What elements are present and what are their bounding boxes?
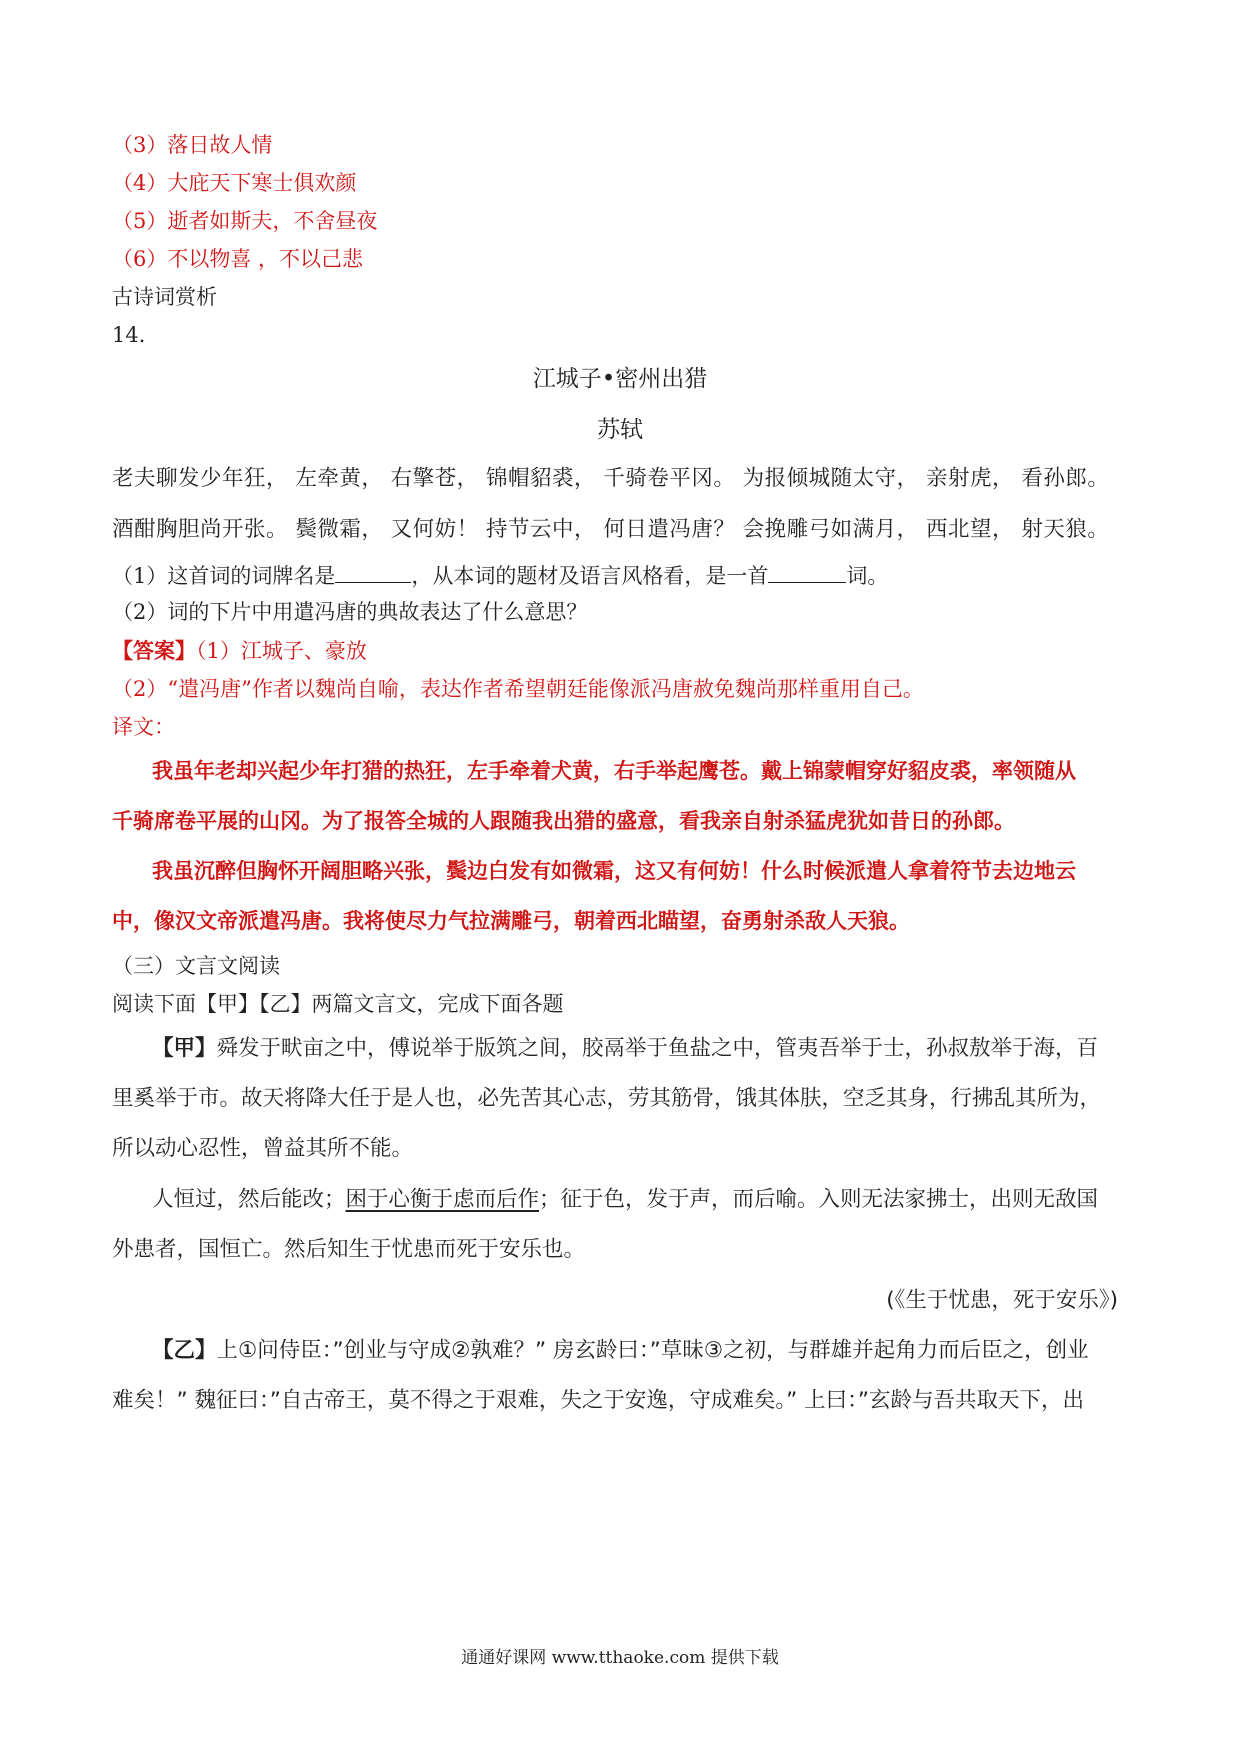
answer-label: 【答案】	[112, 638, 196, 663]
jia-line-1	[152, 1035, 1098, 1063]
translation-p2-line-1: 我虽沉醉但胸怀开阔胆略兴张，鬓边白发有如微霜，这又有何妨！什么时候派遣人拿着符节去边地云	[152, 859, 1076, 883]
jia-source: (《生于忧患，死于安乐》)	[886, 1288, 1118, 1313]
blank-1[interactable]	[335, 560, 411, 583]
answer-1-text: （1）江城子、豪放	[196, 639, 367, 663]
poem-author: 苏轼	[597, 417, 643, 443]
answer-item-4: （4）大庇天下寒士俱欢颜	[112, 171, 357, 195]
answer-2: （2）“遣冯唐”作者以魏尚自喻，表达作者希望朝廷能像派冯唐赦免魏尚那样重用自己。	[112, 677, 924, 701]
answer-item-3: （3）落日故人情	[112, 133, 273, 157]
translation-label: 译文：	[112, 715, 175, 739]
yi-line-1-text: 上①问侍臣：”创业与守成②孰难？” 房玄龄曰：”草昧③之初，与群雄并起角力而后臣之，创业	[216, 1338, 1089, 1363]
section-label: 古诗词赏析	[112, 285, 217, 309]
translation-p1-line-2: 千骑席卷平展的山冈。为了报答全城的人跟随我出猎的盛意，看我亲自射杀猛虎犹如昔日的孙郎。	[112, 809, 1015, 833]
page-footer: 通通好课网 www.tthaoke.com 提供下载	[461, 1648, 779, 1668]
question-2: （2）词的下片中用遣冯唐的典故表达了什么意思？	[112, 600, 588, 624]
classical-instruction: 阅读下面【甲】【乙】两篇文言文，完成下面各题	[112, 992, 564, 1016]
yi-line-1	[152, 1337, 1089, 1365]
poem-line-2: 酒酣胸胆尚开张。 鬓微霜， 又何妨！ 持节云中， 何日遣冯唐？ 会挽雕弓如满月， 西北望， 射天狼。	[112, 517, 1110, 542]
question-1-part-2: ，从本词的题材及语言风格看，是一首	[411, 564, 769, 588]
jia-label: 【甲】	[152, 1036, 217, 1061]
jia-p2-line-2: 外患者，国恒亡。然后知生于忧患而死于安乐也。	[112, 1237, 586, 1262]
classical-section-title: （三）文言文阅读	[112, 954, 280, 978]
question-number: 14．	[112, 323, 160, 347]
translation-p1-line-1: 我虽年老却兴起少年打猎的热狂，左手牵着犬黄，右手举起鹰苍。戴上锦蒙帽穿好貂皮裘，率领随从	[152, 759, 1076, 783]
translation-p2-line-2: 中，像汉文帝派遣冯唐。我将使尽力气拉满雕弓，朝着西北瞄望，奋勇射杀敌人天狼。	[112, 909, 910, 933]
question-1-part-3: 词。	[846, 564, 889, 588]
blank-2[interactable]	[768, 560, 846, 583]
answer-1	[112, 637, 367, 665]
jia-line-3: 所以动心忍性，曾益其所不能。	[112, 1136, 414, 1161]
question-1-part-1: （1）这首词的词牌名是	[112, 564, 336, 588]
poem-line-1: 老夫聊发少年狂， 左牵黄， 右擎苍， 锦帽貂裘， 千骑卷平冈。 为报倾城随太守， 亲射虎， 看孙郎。	[112, 466, 1110, 491]
jia-line-1-text: 舜发于畎亩之中，傅说举于版筑之间，胶鬲举于鱼盐之中，管夷吾举于士，孙叔敖举于海，百	[216, 1036, 1099, 1061]
question-1	[112, 560, 888, 590]
answer-item-5: （5）逝者如斯夫，不舍昼夜	[112, 209, 378, 233]
jia-p2-text-b: ；征于色，发于声，而后喻。入则无法家拂士，出则无敌国	[539, 1187, 1099, 1212]
jia-p2-line-1	[152, 1186, 1098, 1214]
yi-label: 【乙】	[152, 1338, 217, 1363]
jia-line-2: 里奚举于市。故天将降大任于是人也，必先苦其心志，劳其筋骨，饿其体肤，空乏其身，行拂乱其所为，	[112, 1086, 1102, 1111]
jia-p2-underlined: 困于心衡于虑而后作	[345, 1187, 540, 1212]
yi-line-2: 难矣！” 魏征曰：”自古帝王，莫不得之于艰难，失之于安逸，守成难矣。” 上曰：”玄龄与吾共取天下，出	[112, 1388, 1084, 1413]
answer-item-6: （6）不以物喜 ，不以己悲	[112, 247, 364, 271]
jia-p2-text-a: 人恒过，然后能改；	[152, 1187, 346, 1212]
poem-title: 江城子•密州出猎	[532, 366, 708, 392]
